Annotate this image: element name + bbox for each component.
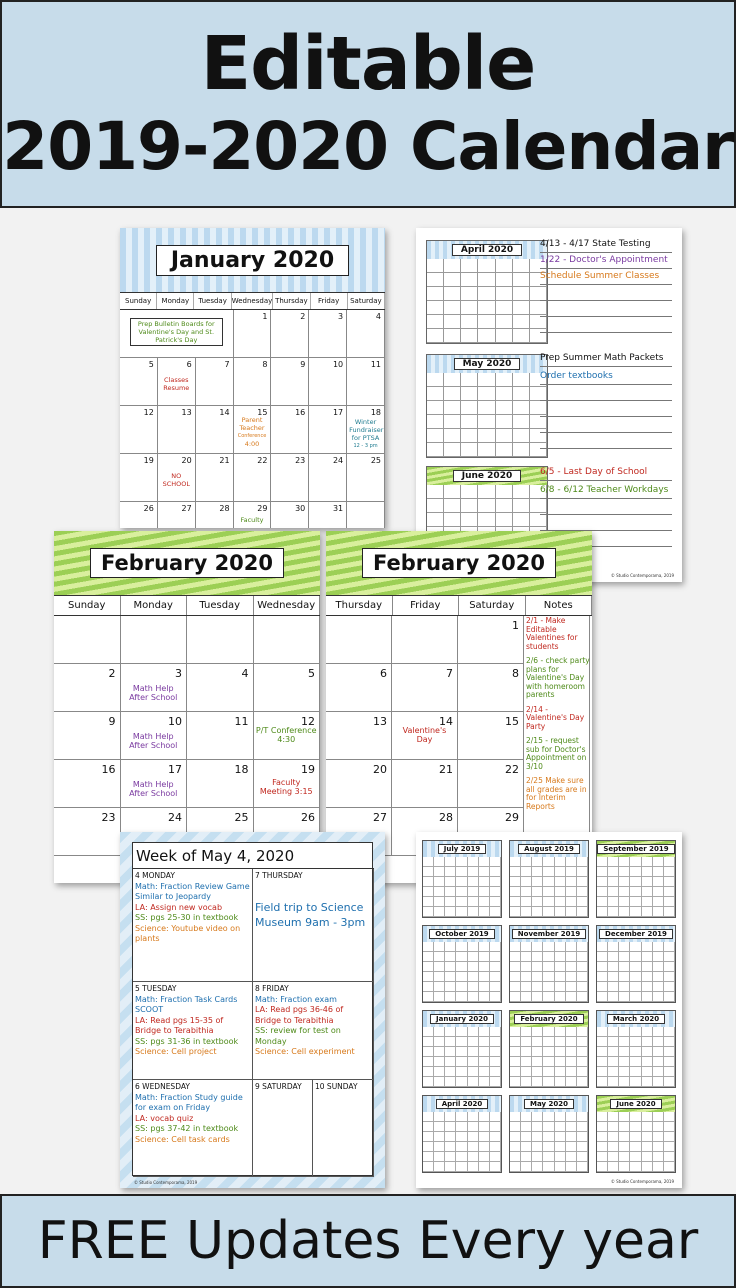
event-line: P/T Conference [255, 726, 317, 735]
day-cell[interactable]: 24 [309, 454, 347, 502]
subject-science: Science: Cell project [135, 1047, 217, 1056]
day-cell[interactable]: 12 P/T Conference 4:30 [254, 712, 321, 760]
day-cell[interactable]: 7 [196, 358, 234, 406]
month-title: June 2020 [610, 1099, 661, 1109]
day-cell[interactable]: 20 NO SCHOOL [158, 454, 196, 502]
note-item: 2/25 Make sure all grades are in for Interim Reports [526, 776, 587, 811]
day-label: 8 FRIDAY [255, 984, 289, 993]
event-line: Parent Teacher [239, 416, 265, 432]
february-header [326, 531, 592, 595]
day-cell[interactable]: 27 [326, 808, 392, 856]
event-line: 4:30 [277, 735, 296, 744]
day-cell[interactable]: 13 [326, 712, 392, 760]
february-day-header [54, 595, 320, 616]
day-cell[interactable]: 28 [392, 808, 458, 856]
day-cell[interactable]: 4 [187, 664, 254, 712]
saturday-block[interactable] [253, 1080, 313, 1177]
day-cell[interactable]: 23 [54, 808, 121, 856]
day-cell[interactable]: 12 [120, 406, 158, 454]
week-title: Week of May 4, 2020 [133, 843, 374, 869]
event-bulletin: Prep Bulletin Boards for Valentine's Day and St. Patrick's Day [130, 318, 223, 346]
day-cell[interactable]: 11 [347, 358, 385, 406]
note-item: 2/15 - request sub for Doctor's Appointment on 3/10 [526, 736, 587, 771]
spring-note: 6/8 - 6/12 Teacher Workdays [540, 485, 669, 495]
monday-block[interactable] [133, 869, 253, 982]
day-cell[interactable]: 23 [271, 454, 309, 502]
day-label: Thursday [326, 596, 393, 615]
day-cell[interactable]: 7 [392, 664, 458, 712]
day-cell[interactable] [392, 616, 458, 664]
day-cell[interactable]: 1 [234, 310, 272, 358]
day-label: Thursday [273, 293, 310, 309]
month-title: April 2020 [436, 1099, 489, 1109]
day-label: Tuesday [194, 293, 231, 309]
event-fundraiser [349, 418, 382, 450]
friday-block[interactable] [253, 982, 374, 1080]
subject-la: LA: Assign new vocab [135, 902, 223, 912]
credit-text: © Studio Contemporama, 2019 [610, 1179, 674, 1184]
day-label: Saturday [348, 293, 385, 309]
weekly-planner-page [120, 832, 385, 1188]
day-cell[interactable]: 4 [347, 310, 385, 358]
day-cell[interactable]: 21 [392, 760, 458, 808]
april-mini-calendar [426, 240, 548, 344]
day-cell[interactable]: 10 [309, 358, 347, 406]
day-cell[interactable]: 25 [187, 808, 254, 856]
april-title: April 2020 [452, 244, 522, 256]
day-cell[interactable]: 22 [234, 454, 272, 502]
day-cell[interactable]: 6 [326, 664, 392, 712]
day-cell[interactable]: 27 [158, 502, 196, 528]
january-title: January 2020 [156, 245, 349, 276]
day-cell[interactable]: 31 [309, 502, 347, 528]
day-cell[interactable]: 3 [309, 310, 347, 358]
month-mini[interactable] [596, 925, 676, 1003]
day-cell[interactable]: 14 Valentine's Day [392, 712, 458, 760]
subject-la: LA: vocab quiz [135, 1113, 194, 1123]
day-label: Wednesday [254, 596, 321, 615]
month-title: January 2020 [430, 1014, 494, 1024]
month-title: November 2019 [512, 929, 586, 939]
february-title: February 2020 [90, 548, 284, 578]
subject-math: Math: Fraction Review Game Similar to Jeopardy [135, 881, 250, 901]
day-cell[interactable]: 15 [458, 712, 524, 760]
subject-science: Science: Cell experiment [255, 1047, 355, 1056]
weekly-planner [132, 842, 373, 1176]
day-label: 7 THURSDAY [255, 871, 303, 880]
day-cell[interactable]: 16 [271, 406, 309, 454]
february-calendar-page-right [326, 531, 592, 883]
day-cell[interactable] [187, 616, 254, 664]
note-line [540, 268, 672, 269]
month-mini[interactable] [596, 840, 676, 918]
month-mini[interactable] [422, 925, 502, 1003]
month-title: July 2019 [438, 844, 486, 854]
day-label: Saturday [459, 596, 526, 615]
day-cell[interactable]: 2 [54, 664, 121, 712]
day-cell[interactable]: 18 Winter Fundraiser for PTSA 12 - 3 pm [347, 406, 385, 454]
may-mini-calendar [426, 354, 548, 458]
day-cell[interactable]: 1 [458, 616, 524, 664]
spring-note: Prep Summer Math Packets [540, 353, 664, 363]
note-line [540, 400, 672, 401]
day-cell[interactable] [120, 310, 234, 358]
day-cell[interactable]: 13 [158, 406, 196, 454]
day-label: Notes [526, 596, 593, 615]
month-title: August 2019 [518, 844, 580, 854]
month-mini[interactable] [509, 840, 589, 918]
day-cell[interactable]: 5 [254, 664, 321, 712]
event-pt-conference [256, 726, 318, 744]
subject-ss: SS: pgs 37-42 in textbook [135, 1124, 239, 1133]
day-label: Tuesday [187, 596, 254, 615]
january-header [120, 228, 385, 292]
day-cell[interactable]: 28 [196, 502, 234, 528]
january-calendar-page [120, 228, 385, 528]
day-label: Monday [121, 596, 188, 615]
note-line [540, 366, 672, 367]
day-label: Sunday [54, 596, 121, 615]
day-cell[interactable]: 29 [458, 808, 524, 856]
subject-science: Science: Cell task cards [135, 1134, 230, 1144]
note-line [540, 332, 672, 333]
spring-calendar-page [416, 228, 682, 582]
subject-math: Math: Fraction Task Cards SCOOT [135, 994, 238, 1014]
day-cell[interactable]: 18 [187, 760, 254, 808]
year-overview-page [416, 832, 682, 1188]
day-cell[interactable] [347, 502, 385, 528]
day-cell[interactable] [254, 616, 321, 664]
wednesday-block[interactable] [133, 1080, 253, 1177]
day-cell[interactable]: 22 [458, 760, 524, 808]
spring-note: 4/13 - 4/17 State Testing [540, 239, 651, 249]
banner-footer: FREE Updates Every year [37, 1211, 699, 1271]
credit-text: © Studio Contemporama, 2019 [134, 1180, 198, 1185]
day-cell[interactable]: 21 [196, 454, 234, 502]
tuesday-block[interactable] [133, 982, 253, 1080]
day-cell[interactable]: 19 Faculty Meeting 3:15 [254, 760, 321, 808]
day-cell[interactable]: 14 [196, 406, 234, 454]
day-cell[interactable]: 5 [120, 358, 158, 406]
day-cell[interactable]: 29 Faculty [234, 502, 272, 528]
day-cell[interactable] [121, 616, 188, 664]
month-mini[interactable] [509, 1010, 589, 1088]
day-label: 5 TUESDAY [135, 984, 177, 993]
day-cell[interactable]: 10 Math Help After School [121, 712, 188, 760]
day-cell[interactable]: 25 [347, 454, 385, 502]
day-cell[interactable]: 26 [120, 502, 158, 528]
day-cell[interactable] [326, 616, 392, 664]
note-line [540, 514, 672, 515]
day-cell[interactable] [54, 616, 121, 664]
spring-note: 1/22 - Doctor's Appointment [540, 255, 668, 265]
note-line [540, 252, 672, 253]
top-banner [0, 0, 736, 208]
thursday-block[interactable] [253, 869, 374, 982]
day-cell[interactable]: 15 Parent Teacher Conference 4:00 [234, 406, 272, 454]
day-cell[interactable]: 16 [54, 760, 121, 808]
may-title: May 2020 [454, 358, 521, 370]
banner-title: Editable [200, 21, 536, 107]
event-line: Conference [237, 433, 267, 439]
month-title: October 2019 [429, 929, 494, 939]
note-line [540, 416, 672, 417]
event-line: Winter Fundraiser for PTSA [349, 418, 384, 442]
event-noschool: NO SCHOOL [162, 472, 190, 488]
sunday-block[interactable] [313, 1080, 374, 1177]
day-cell[interactable]: 11 [187, 712, 254, 760]
day-cell[interactable]: 2 [271, 310, 309, 358]
month-mini[interactable] [422, 840, 502, 918]
month-title: February 2020 [514, 1014, 583, 1024]
month-mini[interactable] [422, 1010, 502, 1088]
note-item: 2/14 - Valentine's Day Party [526, 704, 585, 731]
day-cell[interactable]: 9 [54, 712, 121, 760]
month-title: December 2019 [599, 929, 673, 939]
day-cell[interactable]: 30 [271, 502, 309, 528]
month-mini[interactable] [509, 925, 589, 1003]
credit-text: © Studio Contemporama, 2019 [610, 573, 674, 578]
note-line [540, 448, 672, 449]
note-line [540, 284, 672, 285]
event-faculty-meeting: Faculty Meeting 3:15 [259, 778, 313, 796]
event-math-help: Math Help After School [129, 732, 178, 750]
february-header [54, 531, 320, 595]
banner-subtitle: 2019-2020 Calendar [2, 108, 734, 185]
day-cell[interactable]: 24 [121, 808, 188, 856]
event-classes: Classes Resume [163, 376, 190, 392]
note-line [540, 384, 672, 385]
day-label: Friday [393, 596, 460, 615]
february-title: February 2020 [362, 548, 556, 578]
subject-la: LA: Read pgs 36-46 of Bridge to Terabithia [255, 1005, 344, 1025]
january-day-header [120, 292, 385, 309]
note-line [540, 498, 672, 499]
day-label: 9 SATURDAY [255, 1082, 302, 1091]
note-item: 2/6 - check party plans for Valentine's Day with homeroom parents [526, 656, 590, 699]
day-cell[interactable]: 6 Classes Resume [158, 358, 196, 406]
day-label: Monday [157, 293, 194, 309]
event-conference [236, 416, 269, 448]
june-title: June 2020 [453, 470, 521, 482]
note-item: 2/1 - Make Editable Valentines for students [526, 616, 578, 651]
event-line: 4:00 [244, 440, 260, 448]
event-math-help: Math Help After School [129, 780, 178, 798]
subject-math: Math: Fraction Study guide for exam on Friday [135, 1092, 243, 1112]
note-line [540, 432, 672, 433]
note-line [540, 300, 672, 301]
day-cell[interactable]: 26 [254, 808, 321, 856]
february-calendar-page-left [54, 531, 320, 883]
subject-la: LA: Read pgs 15-35 of Bridge to Terabithia [135, 1015, 224, 1035]
day-cell[interactable]: 8 [234, 358, 272, 406]
day-cell[interactable]: 20 [326, 760, 392, 808]
event-line: 12 - 3 pm [353, 443, 378, 449]
mini-grid [427, 259, 547, 343]
day-cell[interactable]: 8 [458, 664, 524, 712]
bottom-banner [0, 1194, 736, 1288]
note-line [540, 316, 672, 317]
month-mini[interactable] [422, 1095, 502, 1173]
day-cell[interactable]: 3 Math Help After School [121, 664, 188, 712]
day-label: 6 WEDNESDAY [135, 1082, 190, 1091]
subject-science: Science: Youtube video on plants [135, 923, 241, 943]
day-label: Wednesday [232, 293, 274, 309]
event-faculty: Faculty [240, 516, 264, 524]
day-label: Sunday [120, 293, 157, 309]
day-cell[interactable]: 17 Math Help After School [121, 760, 188, 808]
event-valentine: Valentine's Day [402, 726, 447, 744]
note-line [540, 480, 672, 481]
day-label: 10 SUNDAY [315, 1082, 358, 1091]
month-mini[interactable] [509, 1095, 589, 1173]
mini-grid [427, 373, 547, 457]
event-math-help: Math Help After School [129, 684, 178, 702]
day-label: 4 MONDAY [135, 871, 175, 880]
month-mini[interactable] [596, 1095, 676, 1173]
subject-ss: SS: review for test on Monday [255, 1026, 341, 1046]
month-title: March 2020 [607, 1014, 665, 1024]
spring-note: Order textbooks [540, 371, 613, 381]
day-cell[interactable]: 17 [309, 406, 347, 454]
day-cell[interactable]: 9 [271, 358, 309, 406]
day-cell[interactable]: 19 [120, 454, 158, 502]
month-mini[interactable] [596, 1010, 676, 1088]
subject-ss: SS: pgs 31-36 in textbook [135, 1036, 239, 1046]
january-grid [120, 309, 385, 528]
spring-note: 6/5 - Last Day of School [540, 467, 648, 477]
day-label: Friday [311, 293, 348, 309]
subject-ss: SS: pgs 25-30 in textbook [135, 913, 239, 922]
subject-math: Math: Fraction exam [255, 994, 337, 1004]
month-title: May 2020 [524, 1099, 574, 1109]
february-day-header [326, 595, 592, 616]
february-grid-left [54, 616, 320, 856]
month-title: September 2019 [597, 844, 674, 854]
spring-note: Schedule Summer Classes [540, 271, 660, 281]
thursday-event: Field trip to Science Museum 9am - 3pm [255, 900, 366, 929]
february-notes [526, 617, 590, 817]
